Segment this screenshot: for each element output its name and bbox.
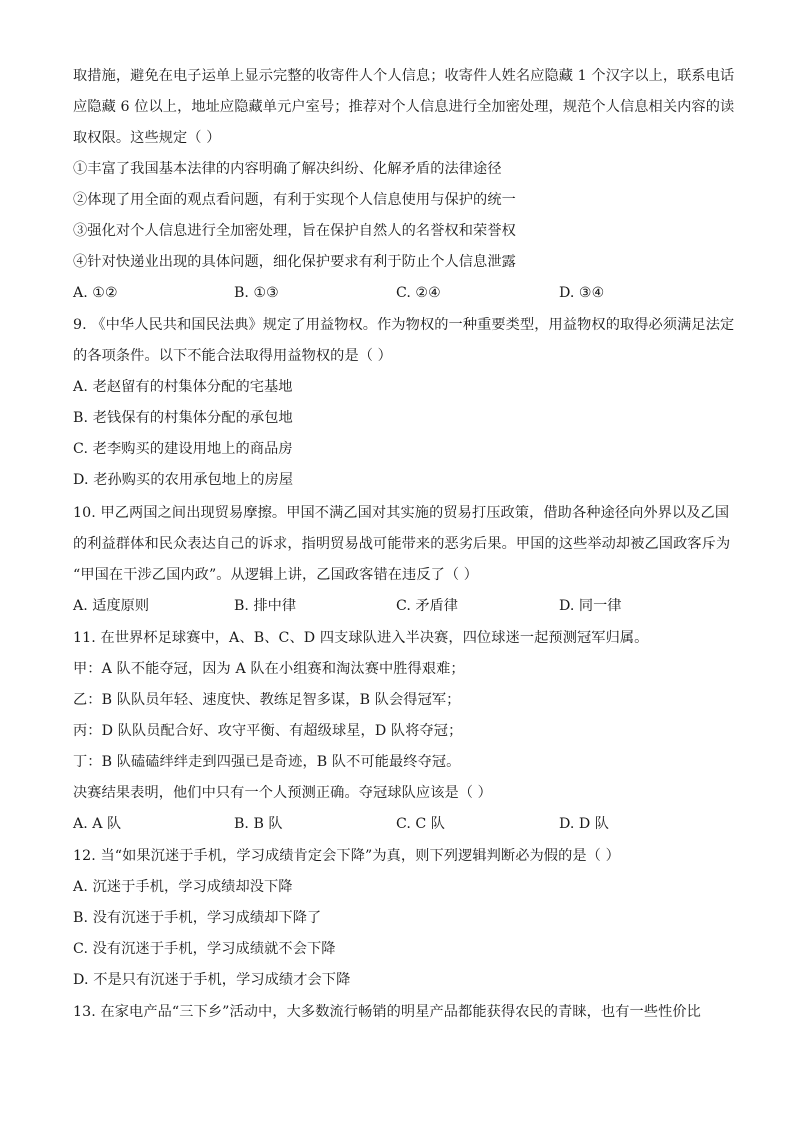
q8-option-b: B. ①③ — [234, 285, 279, 301]
q10-options — [73, 596, 733, 616]
q9-stem-line-2: 的各项条件。以下不能合法取得用益物权的是（ ） — [73, 348, 392, 364]
q8-option-d: D. ③④ — [559, 285, 605, 301]
q11-prediction-yi: 乙：B 队队员年轻、速度快、教练足智多谋，B 队会得冠军； — [73, 692, 461, 708]
q10-option-d: D. 同一律 — [559, 598, 622, 614]
q10-option-b: B. 排中律 — [234, 598, 297, 614]
q9-option-a: A. 老赵留有的村集体分配的宅基地 — [73, 379, 293, 395]
q11-option-c: C. C 队 — [396, 816, 445, 832]
q8-stem-line-1: 取措施，避免在电子运单上显示完整的收寄件人个人信息；收寄件人姓名应隐藏 1 个汉字以上，联系电话 — [73, 68, 735, 84]
q13-stem-line-1: 13. 在家电产品“三下乡”活动中，大多数流行畅销的明星产品都能获得农民的青睐，也有一些性价比 — [73, 1004, 701, 1020]
q11-option-b: B. B 队 — [234, 816, 283, 832]
q11-stem: 11. 在世界杯足球赛中，A、B、C、D 四支球队进入半决赛，四位球迷一起预测冠军归属。 — [73, 630, 649, 646]
q12-option-b: B. 没有沉迷于手机，学习成绩却下降了 — [73, 910, 322, 926]
q11-option-a: A. A 队 — [73, 816, 122, 832]
q11-question: 决赛结果表明，他们中只有一个人预测正确。夺冠球队应该是（ ） — [73, 785, 492, 801]
q12-option-a: A. 沉迷于手机，学习成绩却没下降 — [73, 879, 293, 895]
q8-statement-1: ①丰富了我国基本法律的内容明确了解决纠纷、化解矛盾的法律途径 — [73, 161, 502, 177]
q9-option-c: C. 老李购买的建设用地上的商品房 — [73, 441, 293, 457]
q8-options — [73, 283, 733, 303]
q8-option-a: A. ①② — [73, 285, 118, 301]
q11-prediction-jia: 甲：A 队不能夺冠，因为 A 队在小组赛和淘汰赛中胜得艰难； — [73, 661, 465, 677]
q10-stem-line-3: “甲国在干涉乙国内政”。从逻辑上讲，乙国政客错在违反了（ ） — [73, 567, 479, 583]
q10-option-a: A. 适度原则 — [73, 598, 150, 614]
q11-option-d: D. D 队 — [559, 816, 609, 832]
q9-stem-line-1: 9. 《中华人民共和国民法典》规定了用益物权。作为物权的一种重要类型，用益物权的取得必须满足法定 — [73, 317, 735, 333]
q10-stem-line-2: 的利益群体和民众表达自己的诉求，指明贸易战可能带来的恶劣后果。甲国的这些举动却被乙国政客斥为 — [73, 536, 731, 552]
q11-prediction-ding: 丁：B 队磕磕绊绊走到四强已是奇迹，B 队不可能最终夺冠。 — [73, 754, 461, 770]
q8-statement-2: ②体现了用全面的观点看问题，有利于实现个人信息使用与保护的统一 — [73, 192, 516, 208]
q11-prediction-bing: 丙：D 队队员配合好、攻守平衡、有超级球星，D 队将夺冠； — [73, 723, 463, 739]
q9-option-b: B. 老钱保有的村集体分配的承包地 — [73, 410, 293, 426]
q9-option-d: D. 老孙购买的农用承包地上的房屋 — [73, 472, 294, 488]
q8-option-c: C. ②④ — [396, 285, 441, 301]
q8-statement-3: ③强化对个人信息进行全加密处理，旨在保护自然人的名誉权和荣誉权 — [73, 223, 516, 239]
q10-option-c: C. 矛盾律 — [396, 598, 458, 614]
q8-statement-4: ④针对快递业出现的具体问题，细化保护要求有利于防止个人信息泄露 — [73, 254, 516, 270]
q8-stem-line-2: 应隐藏 6 位以上，地址应隐藏单元户室号；推荐对个人信息进行全加密处理，规范个人信息相关内容的读 — [73, 99, 735, 115]
q12-stem: 12. 当“如果沉迷于手机，学习成绩肯定会下降”为真，则下列逻辑判断必为假的是（ ） — [73, 848, 620, 864]
q12-option-d: D. 不是只有沉迷于手机，学习成绩才会下降 — [73, 972, 351, 988]
q11-options — [73, 814, 733, 834]
q12-option-c: C. 没有沉迷于手机，学习成绩就不会下降 — [73, 941, 336, 957]
q10-stem-line-1: 10. 甲乙两国之间出现贸易摩擦。甲国不满乙国对其实施的贸易打压政策，借助各种途径向外界以及乙国 — [73, 505, 730, 521]
q8-stem-line-3: 取权限。这些规定（ ） — [73, 130, 221, 146]
